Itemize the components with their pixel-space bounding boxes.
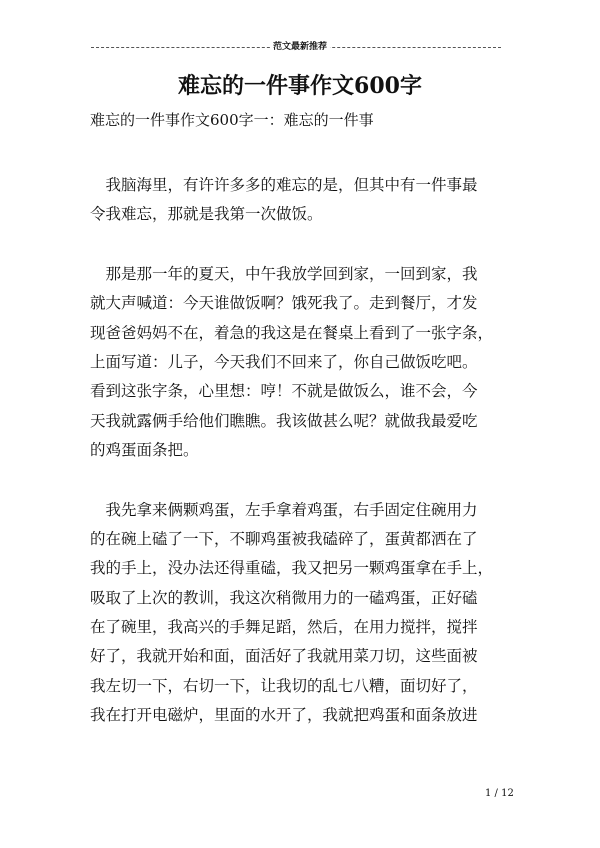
header-label: 范文最新推荐: [270, 41, 330, 53]
text-line: 吸取了上次的教训，我这次稍微用力的一磕鸡蛋，正好磕: [90, 588, 478, 607]
paragraph: [90, 260, 510, 466]
text-line: 我在打开电磁炉，里面的水开了，我就把鸡蛋和面条放进: [90, 706, 478, 725]
text-line: 的在碗上磕了一下，不聊鸡蛋被我磕碎了，蛋黄都洒在了: [90, 529, 478, 548]
text-line: 我脑海里，有许许多多的难忘的是，但其中有一件事最: [90, 176, 478, 194]
text-line: 天我就露俩手给他们瞧瞧。我该做甚么呢？就做我最爱吃: [90, 411, 478, 430]
text-line: 看到这张字条，心里想：哼！不就是做饭么，谁不会，今: [90, 382, 478, 401]
document-subtitle: 难忘的一件事作文600字一：难忘的一件事: [90, 111, 374, 129]
page-number: 1 / 12: [485, 788, 514, 799]
text-line: 我左切一下，右切一下，让我切的乱七八糟，面切好了，: [90, 676, 478, 695]
text-line: 令我难忘，那就是我第一次做饭。: [90, 205, 323, 224]
paragraph: [90, 171, 510, 230]
paragraph: [90, 496, 510, 731]
text-line: 上面写道：儿子，今天我们不回来了，你自己做饭吃吧。: [90, 352, 478, 371]
text-line: 那是那一年的夏天，中午我放学回到家，一回到家，我: [90, 264, 478, 283]
document-title: 难忘的一件事作文600字: [178, 73, 422, 99]
text-line: 我先拿来俩颗鸡蛋，左手拿着鸡蛋，右手固定住碗用力: [90, 500, 478, 519]
text-line: 就大声喊道：今天谁做饭啊？饿死我了。走到餐厅，才发: [90, 294, 478, 313]
document-body: [90, 171, 510, 761]
text-line: 好了，我就开始和面，面活好了我就用菜刀切，这些面被: [90, 647, 478, 666]
text-line: 在了碗里，我高兴的手舞足蹈，然后，在用力搅拌，搅拌: [90, 618, 478, 637]
text-line: 的鸡蛋面条把。: [90, 441, 199, 460]
text-line: 现爸爸妈妈不在，着急的我这是在餐桌上看到了一张字条，: [90, 323, 494, 342]
text-line: 我的手上，没办法还得重磕，我又把另一颗鸡蛋拿在手上，: [90, 559, 494, 578]
